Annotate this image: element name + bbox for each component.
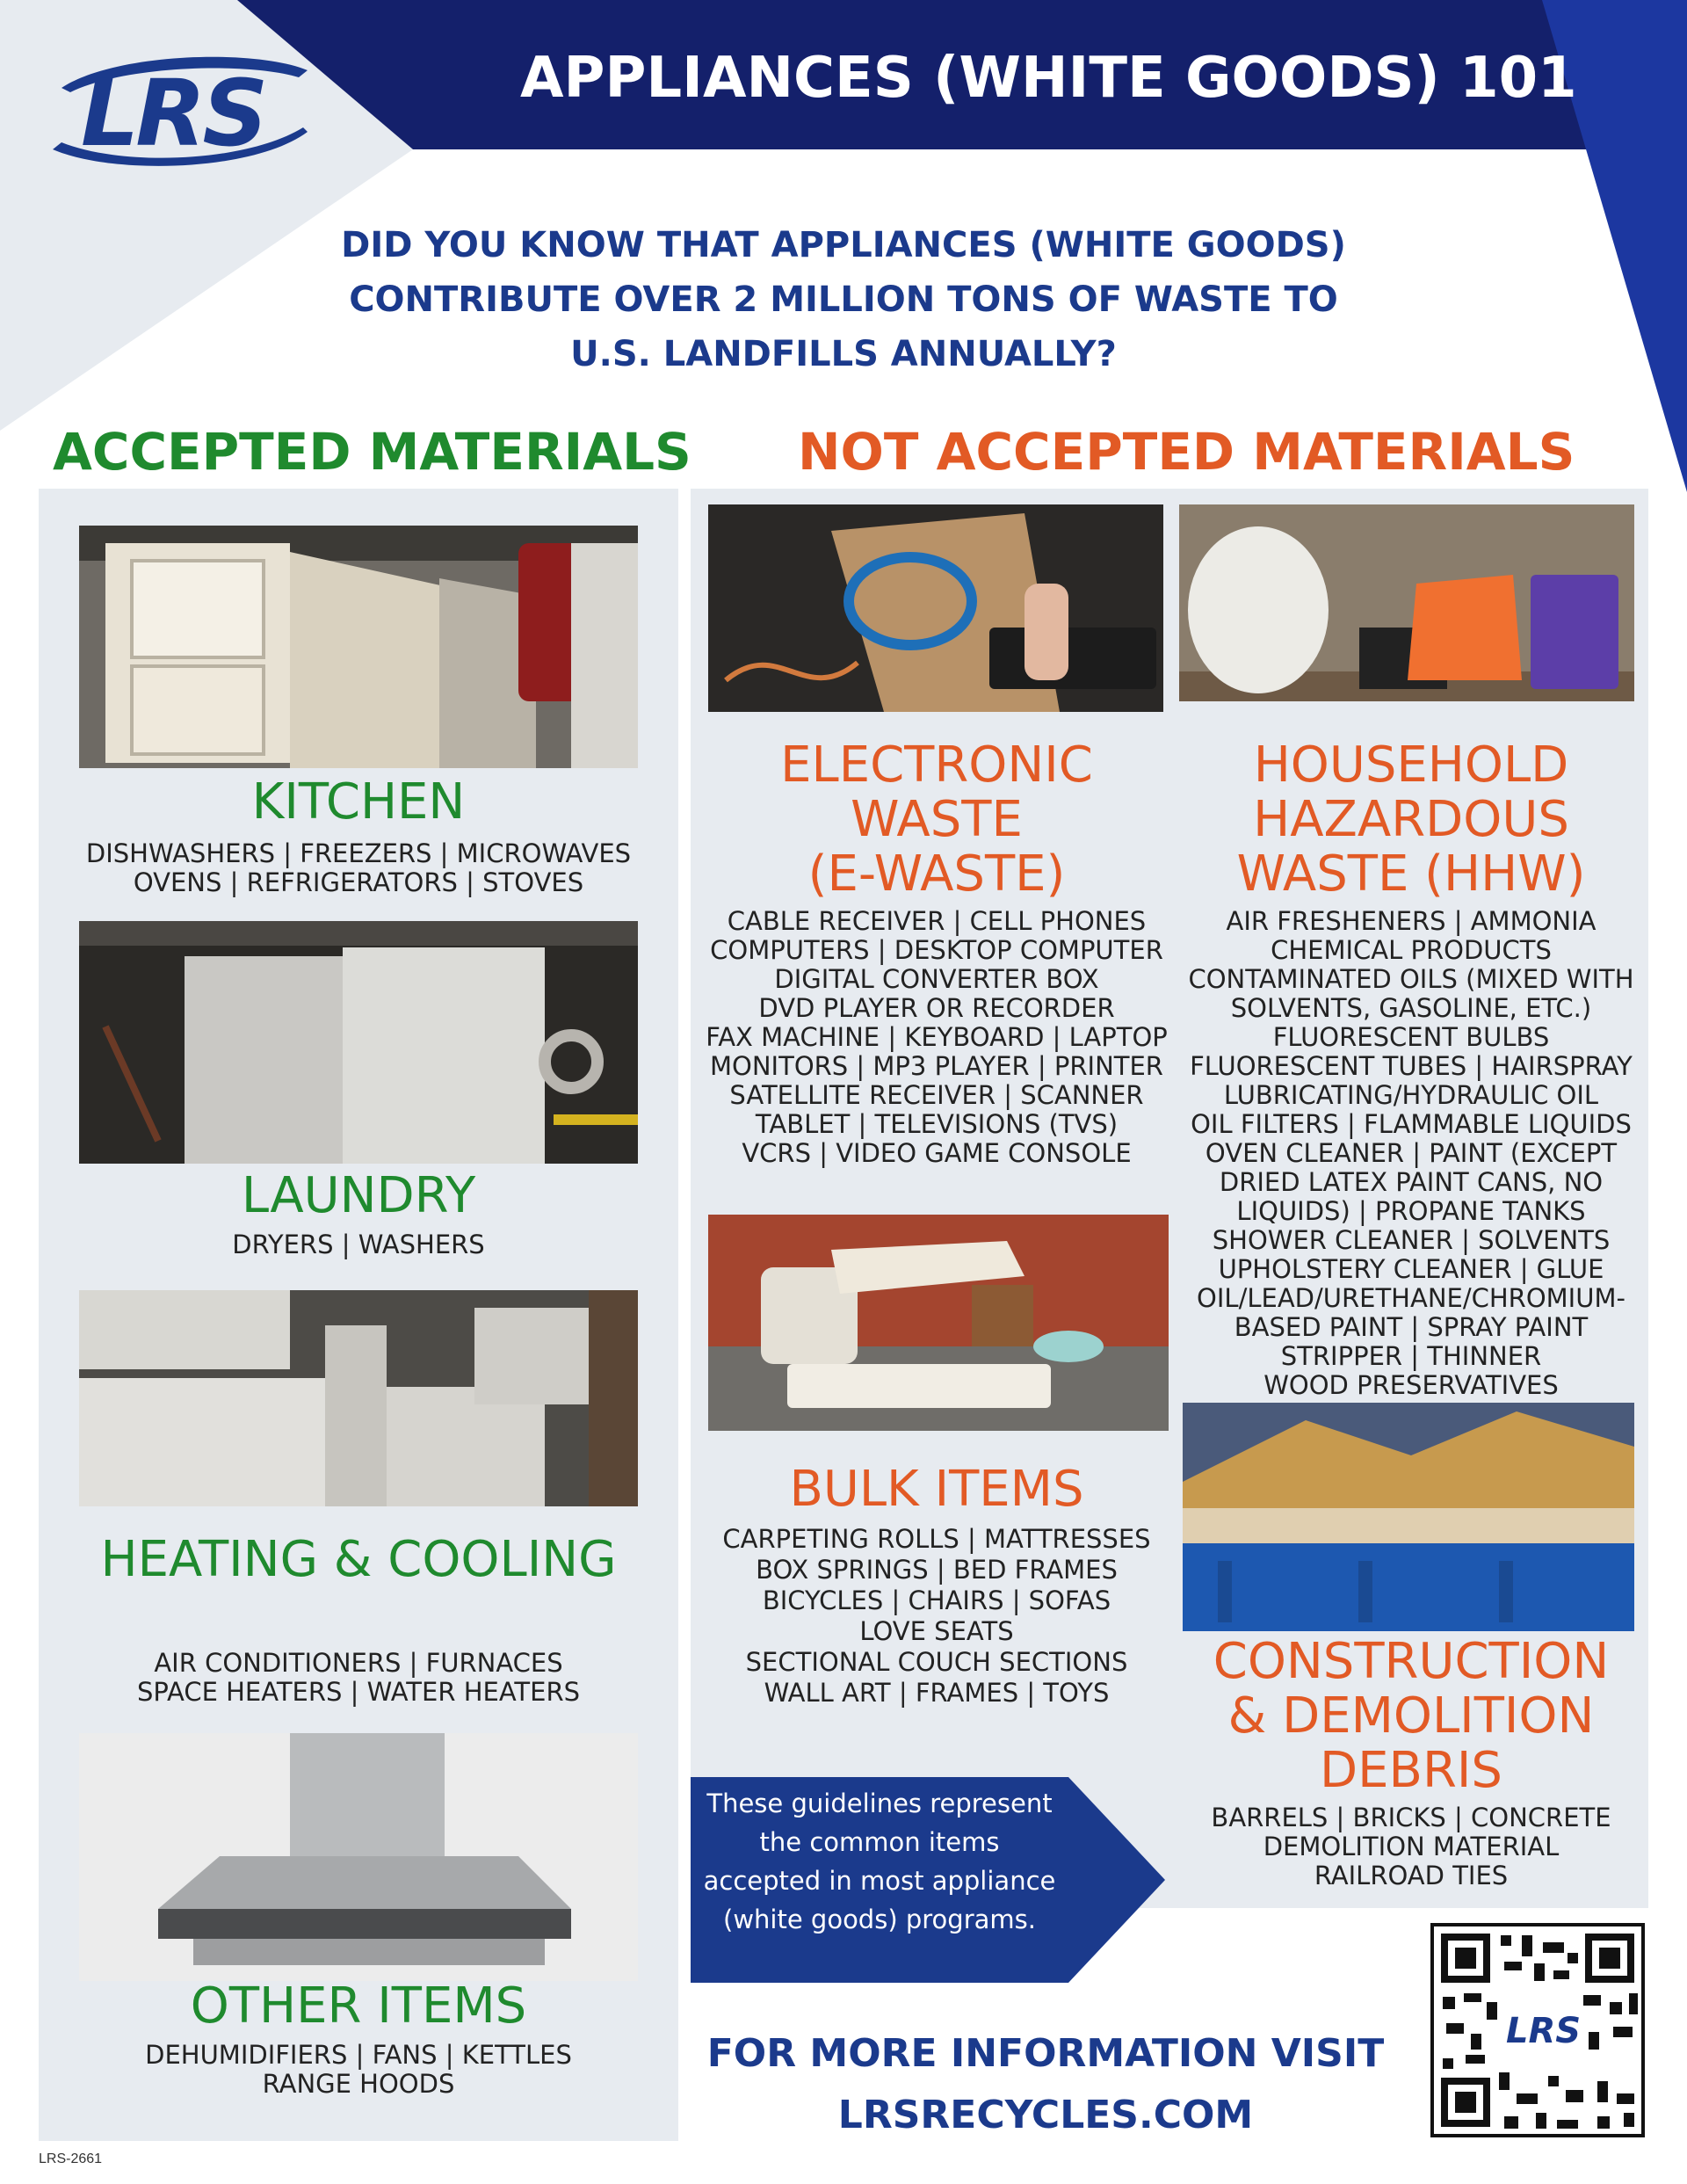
headline-question (246, 218, 1441, 381)
hhw-items (1183, 907, 1640, 1400)
kitchen-items-line-1: DISHWASHERS | FREEZERS | MICROWAVES (85, 838, 632, 868)
hhw-item-line: FLUORESCENT TUBES | HAIRSPRAY (1190, 1051, 1633, 1081)
laundry-items-line-1: DRYERS | WASHERS (232, 1230, 485, 1259)
heating-cooling-items (39, 1649, 678, 1707)
curbside-furniture-photo (708, 1215, 1169, 1431)
cables-keyboard-photo (708, 504, 1163, 712)
e-waste-item-line: CABLE RECEIVER | CELL PHONES (727, 906, 1147, 936)
cd-title-line-3: DEBRIS (1320, 1742, 1502, 1799)
qr-code[interactable] (1425, 1918, 1650, 2143)
e-waste-title-line-2: WASTE (851, 791, 1023, 848)
e-waste-item-line: DVD PLAYER OR RECORDER (758, 993, 1115, 1023)
e-waste-item-line: FAX MACHINE | KEYBOARD | LAPTOP (706, 1022, 1168, 1052)
category-title-bulk-items: BULK ITEMS (789, 1461, 1084, 1518)
hhw-item-line: DRIED LATEX PAINT CANS, NO (1219, 1167, 1604, 1197)
bulk-item-line: LOVE SEATS (859, 1616, 1014, 1646)
propane-gas-cans-photo (1179, 504, 1634, 701)
hhw-item-line: LUBRICATING/HYDRAULIC OIL (1223, 1080, 1599, 1110)
hhw-item-line: STRIPPER | THINNER (1280, 1341, 1542, 1371)
e-waste-title-line-3: (E-WASTE) (807, 845, 1066, 903)
not-accepted-heading: NOT ACCEPTED MATERIALS (798, 422, 1575, 482)
question-line-1: DID YOU KNOW THAT APPLIANCES (WHITE GOODS) (341, 225, 1346, 265)
bulk-item-line: BOX SPRINGS | BED FRAMES (756, 1555, 1118, 1585)
e-waste-title-line-1: ELECTRONIC (780, 736, 1093, 794)
hhw-item-line: CONTAMINATED OILS (MIXED WITH (1188, 964, 1634, 994)
e-waste-items (691, 907, 1183, 1168)
cd-items (1183, 1803, 1640, 1890)
air-conditioners-photo (79, 1290, 638, 1506)
category-title-hhw (1183, 738, 1640, 902)
accepted-heading: ACCEPTED MATERIALS (53, 422, 691, 482)
hhw-item-line: OIL FILTERS | FLAMMABLE LIQUIDS (1191, 1109, 1632, 1139)
other-items-line-2: RANGE HOODS (262, 2069, 455, 2099)
heating-cooling-items-line-1: AIR CONDITIONERS | FURNACES (154, 1648, 563, 1678)
e-waste-item-line: TABLET | TELEVISIONS (TVS) (755, 1109, 1119, 1139)
cd-title-line-2: & DEMOLITION (1227, 1687, 1595, 1745)
logo-text: LRS (81, 60, 265, 167)
hhw-item-line: UPHOLSTERY CLEANER | GLUE (1218, 1254, 1604, 1284)
bulk-items (691, 1524, 1183, 1709)
e-waste-item-line: MONITORS | MP3 PLAYER | PRINTER (710, 1051, 1163, 1081)
kitchen-items-line-2: OVENS | REFRIGERATORS | STOVES (133, 867, 584, 897)
hhw-item-line: WOOD PRESERVATIVES (1263, 1370, 1559, 1400)
other-items (39, 2041, 678, 2099)
lrs-logo (35, 35, 325, 185)
hhw-title-line-2: HAZARDOUS (1253, 791, 1569, 848)
category-title-kitchen: KITCHEN (251, 773, 466, 831)
page-title: APPLIANCES (WHITE GOODS) 101 (520, 46, 1577, 111)
category-title-e-waste (691, 738, 1183, 902)
category-title-construction-demolition (1183, 1635, 1640, 1798)
refrigerators-photo (79, 526, 638, 768)
question-line-3: U.S. LANDFILLS ANNUALLY? (570, 334, 1117, 374)
hhw-item-line: OIL/LEAD/URETHANE/CHROMIUM- (1197, 1283, 1625, 1313)
hhw-item-line: FLUORESCENT BULBS (1272, 1022, 1550, 1052)
washers-photo (79, 921, 638, 1164)
e-waste-item-line: VCRS | VIDEO GAME CONSOLE (742, 1138, 1132, 1168)
category-title-laundry: LAUNDRY (241, 1167, 476, 1224)
cd-item-line: BARRELS | BRICKS | CONCRETE (1211, 1803, 1611, 1832)
kitchen-items (39, 839, 678, 897)
e-waste-item-line: SATELLITE RECEIVER | SCANNER (729, 1080, 1144, 1110)
cd-title-line-1: CONSTRUCTION (1213, 1633, 1610, 1690)
website-link[interactable]: LRSRECYCLES.COM (837, 2093, 1254, 2137)
heating-cooling-items-line-2: SPACE HEATERS | WATER HEATERS (136, 1677, 581, 1707)
category-title-other-items: OTHER ITEMS (190, 1977, 527, 2035)
bulk-item-line: SECTIONAL COUCH SECTIONS (745, 1647, 1128, 1677)
other-items-line-1: DEHUMIDIFIERS | FANS | KETTLES (145, 2040, 572, 2070)
cd-item-line: RAILROAD TIES (1314, 1861, 1509, 1890)
cd-item-line: DEMOLITION MATERIAL (1263, 1832, 1560, 1861)
hhw-title-line-3: WASTE (HHW) (1236, 845, 1586, 903)
footer-line-1: FOR MORE INFORMATION VISIT (706, 2031, 1385, 2076)
laundry-items (39, 1230, 678, 1259)
hhw-item-line: CHEMICAL PRODUCTS (1271, 935, 1552, 965)
hhw-item-line: AIR FRESHENERS | AMMONIA (1226, 906, 1596, 936)
hhw-item-line: LIQUIDS) | PROPANE TANKS (1236, 1196, 1586, 1226)
hhw-item-line: OVEN CLEANER | PAINT (EXCEPT (1205, 1138, 1618, 1168)
bulk-item-line: WALL ART | FRAMES | TOYS (764, 1678, 1110, 1708)
footer-info (703, 2023, 1388, 2146)
bulk-item-line: CARPETING ROLLS | MATTRESSES (722, 1524, 1151, 1554)
qr-logo: LRS (1506, 2011, 1582, 2051)
e-waste-item-line: DIGITAL CONVERTER BOX (774, 964, 1099, 994)
dumpster-debris-photo (1183, 1403, 1634, 1631)
guideline-note: These guidelines represent the common items accepted in most appliance (white goods) programs. (703, 1789, 1056, 1934)
document-code: LRS-2661 (39, 2151, 103, 2166)
hhw-item-line: SHOWER CLEANER | SOLVENTS (1212, 1225, 1611, 1255)
range-hood-photo (79, 1733, 638, 1981)
category-title-heating-cooling: HEATING & COOLING (100, 1531, 617, 1588)
e-waste-item-line: COMPUTERS | DESKTOP COMPUTER (710, 935, 1163, 965)
bulk-item-line: BICYCLES | CHAIRS | SOFAS (762, 1585, 1111, 1615)
hhw-item-line: BASED PAINT | SPRAY PAINT (1234, 1312, 1589, 1342)
hhw-title-line-1: HOUSEHOLD (1253, 736, 1569, 794)
question-line-2: CONTRIBUTE OVER 2 MILLION TONS OF WASTE TO (349, 279, 1338, 320)
hhw-item-line: SOLVENTS, GASOLINE, ETC.) (1230, 993, 1592, 1023)
